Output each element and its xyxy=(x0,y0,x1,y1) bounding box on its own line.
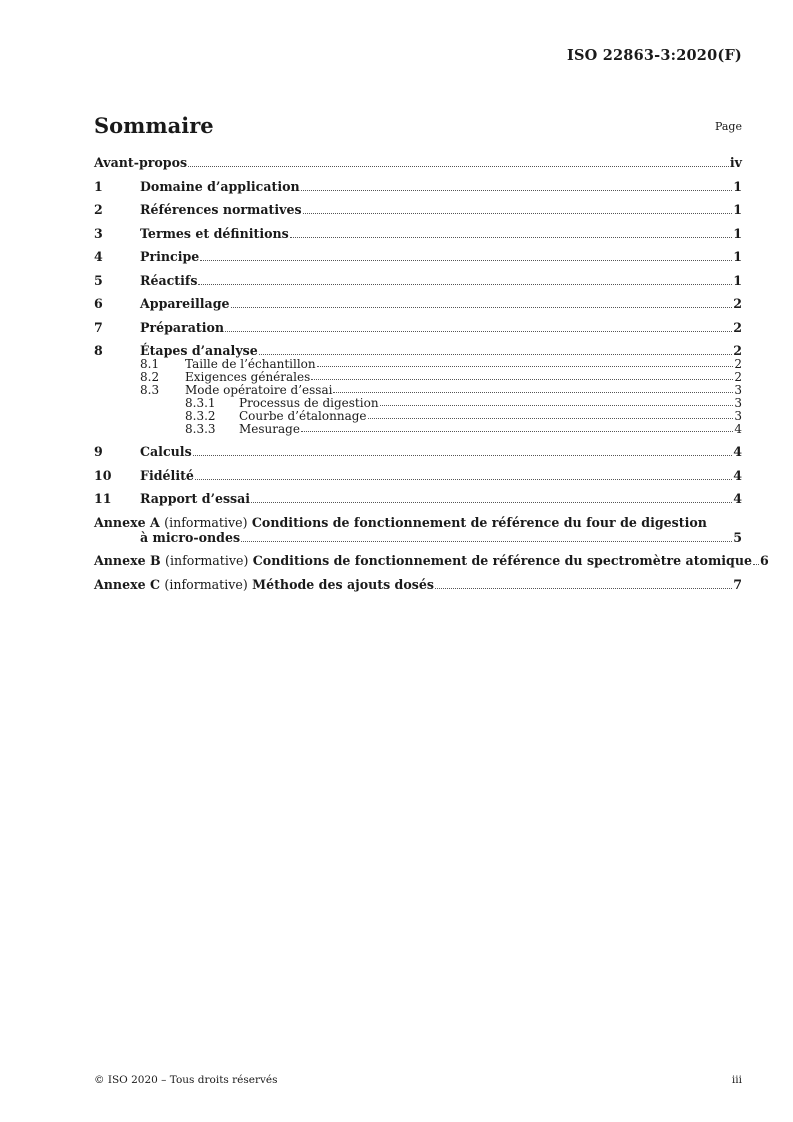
toc-number: 1 xyxy=(94,178,103,194)
toc-entry[interactable] xyxy=(94,320,742,335)
toc-page: 5 xyxy=(733,529,742,545)
dot-leader xyxy=(290,237,732,238)
toc-number: 11 xyxy=(94,491,112,507)
toc-number: 4 xyxy=(94,249,103,264)
dot-leader xyxy=(225,331,732,332)
toc-entry[interactable] xyxy=(94,491,742,506)
dot-leader xyxy=(317,366,734,367)
toc-entry-avant-propos[interactable] xyxy=(94,155,742,170)
dot-leader xyxy=(303,213,733,214)
toc-number: 3 xyxy=(94,225,103,241)
dot-leader xyxy=(311,379,733,380)
toc-entry[interactable] xyxy=(94,202,742,217)
toc-subsubentry[interactable] xyxy=(94,410,742,422)
toc-page: 1 xyxy=(733,272,742,288)
dot-leader xyxy=(200,260,732,261)
toc-page: 3 xyxy=(734,396,742,410)
toc-label: Domaine d’application xyxy=(140,178,300,194)
toc-page: iv xyxy=(729,155,742,170)
toc-page: 1 xyxy=(733,249,742,264)
dot-leader xyxy=(188,166,729,167)
toc-number: 8.3 xyxy=(140,383,160,397)
footer-page-number: iii xyxy=(731,1074,742,1086)
toc-label: Taille de l’échantillon xyxy=(185,357,316,371)
page-column-label: Page xyxy=(714,120,742,133)
toc-label: Références normatives xyxy=(140,202,302,217)
dot-leader xyxy=(368,418,734,419)
toc-label: Rapport d’essai xyxy=(140,491,251,507)
toc-number: 2 xyxy=(94,202,103,217)
toc-number: 7 xyxy=(94,319,103,335)
toc-number: 8.1 xyxy=(140,357,160,371)
toc-annex-c[interactable] xyxy=(94,577,742,592)
document-code: ISO 22863-3:2020(F) xyxy=(566,47,742,64)
toc-number: 8 xyxy=(94,343,103,358)
toc-label: Calculs xyxy=(140,444,192,460)
toc-number: 9 xyxy=(94,444,103,460)
dot-leader xyxy=(301,190,733,191)
toc-page: 4 xyxy=(733,444,742,460)
toc-annex-a[interactable] xyxy=(94,515,742,545)
toc-label: Exigences générales xyxy=(185,370,311,384)
toc-subentry[interactable] xyxy=(94,358,742,370)
toc-page: 2 xyxy=(733,319,742,335)
toc-number: 6 xyxy=(94,296,103,311)
toc-label: Mesurage xyxy=(239,422,300,436)
toc-page: 2 xyxy=(734,357,742,371)
toc-page: 7 xyxy=(733,576,742,592)
dot-leader xyxy=(380,405,734,406)
dot-leader xyxy=(259,354,732,355)
toc-entry[interactable] xyxy=(94,226,742,241)
annex-prefix: Annexe A xyxy=(94,514,160,530)
toc-annex-b[interactable] xyxy=(94,553,769,569)
dot-leader xyxy=(301,431,733,432)
annex-title: Conditions de fonctionnement de référence du spectromètre atomique xyxy=(252,553,753,569)
annex-type: (informative) xyxy=(164,576,248,592)
toc-number: 8.3.1 xyxy=(185,396,216,410)
toc-label: Fidélité xyxy=(140,467,194,483)
toc-label: Courbe d’étalonnage xyxy=(239,409,367,423)
toc-page: 4 xyxy=(734,422,742,436)
toc-label: Principe xyxy=(140,249,200,264)
toc-page: 1 xyxy=(733,225,742,241)
toc-number: 8.3.2 xyxy=(185,409,216,423)
toc-subsubentry[interactable] xyxy=(94,423,742,435)
annex-type: (informative) xyxy=(165,553,249,569)
toc-page: 1 xyxy=(733,178,742,194)
toc-entry[interactable] xyxy=(94,273,742,288)
dot-leader xyxy=(231,307,733,308)
toc-number: 10 xyxy=(94,467,112,483)
toc-subentry[interactable] xyxy=(94,384,742,396)
toc-page: 4 xyxy=(733,491,742,507)
toc-label: Mode opératoire d’essai xyxy=(185,383,333,397)
toc-label: Termes et définitions xyxy=(140,225,289,241)
toc-entry[interactable] xyxy=(94,343,742,358)
toc-number: 5 xyxy=(94,272,103,288)
toc-entry[interactable] xyxy=(94,179,742,194)
toc-entry[interactable] xyxy=(94,249,742,264)
toc-page: 4 xyxy=(733,467,742,483)
toc-page: 2 xyxy=(734,370,742,384)
annex-type: (informative) xyxy=(164,514,248,530)
toc-subsubentry[interactable] xyxy=(94,397,742,409)
footer-copyright: © ISO 2020 – Tous droits réservés xyxy=(94,1074,278,1086)
annex-title: Méthode des ajouts dosés xyxy=(252,576,434,592)
toc-page: 1 xyxy=(733,202,742,217)
toc-label: Étapes d’analyse xyxy=(140,343,258,358)
toc-label: Avant-propos xyxy=(94,155,188,170)
table-of-contents xyxy=(94,155,769,600)
toc-page: 2 xyxy=(733,343,742,358)
toc-entry[interactable] xyxy=(94,468,742,483)
toc-page: 2 xyxy=(733,296,742,311)
dot-leader xyxy=(435,588,732,589)
annex-prefix: Annexe C xyxy=(94,576,161,592)
dot-leader xyxy=(195,479,732,480)
annex-title: Conditions de fonctionnement de référence du four de digestion xyxy=(251,514,707,530)
dot-leader xyxy=(241,541,732,542)
toc-entry[interactable] xyxy=(94,296,742,311)
dot-leader xyxy=(193,455,733,456)
toc-page: 6 xyxy=(760,553,769,569)
dot-leader xyxy=(251,502,732,503)
toc-subentry[interactable] xyxy=(94,371,742,383)
page-title: Sommaire xyxy=(94,113,214,138)
toc-label: Appareillage xyxy=(140,296,230,311)
toc-page: 3 xyxy=(734,383,742,397)
annex-title-continued: à micro-ondes xyxy=(140,529,241,545)
dot-leader xyxy=(753,564,759,565)
toc-label: Processus de digestion xyxy=(239,396,379,410)
toc-number: 8.2 xyxy=(140,370,160,384)
toc-label: Préparation xyxy=(140,319,225,335)
toc-label: Réactifs xyxy=(140,272,198,288)
toc-entry[interactable] xyxy=(94,444,742,459)
toc-page: 3 xyxy=(734,409,742,423)
annex-prefix: Annexe B xyxy=(94,553,161,569)
toc-number: 8.3.3 xyxy=(185,422,216,436)
dot-leader xyxy=(198,284,732,285)
dot-leader xyxy=(333,392,733,393)
